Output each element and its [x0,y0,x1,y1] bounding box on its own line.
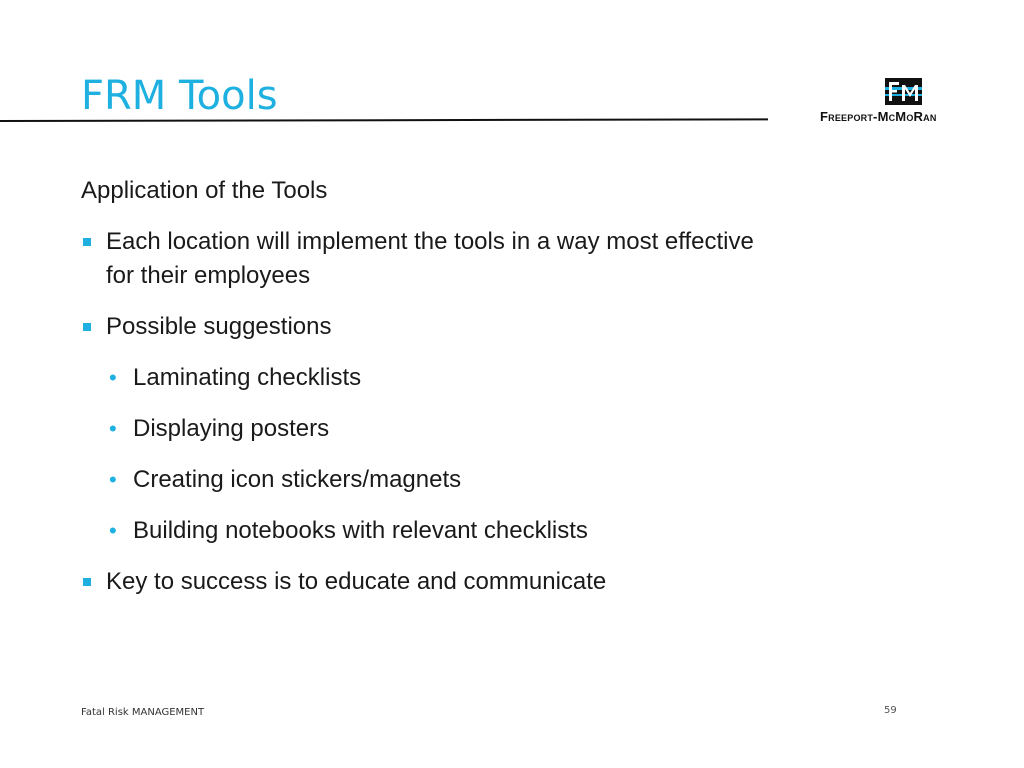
slide-body [81,174,781,599]
sub-bullet-list [81,361,781,548]
logo-wordmark: Freeport-McMoRan [820,109,937,124]
sub-bullet-text: Laminating checklists [133,364,362,391]
list-item [81,225,781,293]
footer-title: Fatal Risk MANAGEMENT [81,707,205,718]
slide-title: FRM Tools [81,73,278,119]
page-number: 59 [884,705,897,716]
dot-bullet-icon: • [109,365,117,390]
sub-bullet-text: Creating icon stickers/magnets [133,466,462,493]
bullet-text: Possible suggestions [106,313,332,340]
dot-bullet-icon: • [109,467,117,492]
bullet-text: Each location will implement the tools in a way most effective for their employees [106,228,754,289]
bullet-text: Key to success is to educate and communicate [106,568,607,595]
square-bullet-icon [83,578,91,586]
square-bullet-icon [83,238,91,246]
sub-list-item [81,361,781,395]
company-logo [820,78,992,128]
freeport-mcmoran-logo-icon [885,78,922,105]
bullet-list [81,225,781,599]
dot-bullet-icon: • [109,518,117,543]
section-subheading: Application of the Tools [81,177,328,204]
sub-list-item [81,514,781,548]
square-bullet-icon [83,323,91,331]
sub-list-item [81,463,781,497]
sub-bullet-text: Building notebooks with relevant checklists [133,517,588,544]
sub-bullet-text: Displaying posters [133,415,330,442]
dot-bullet-icon: • [109,416,117,441]
list-item [81,310,781,548]
title-underline [0,118,768,122]
sub-list-item [81,412,781,446]
list-item [81,565,781,599]
